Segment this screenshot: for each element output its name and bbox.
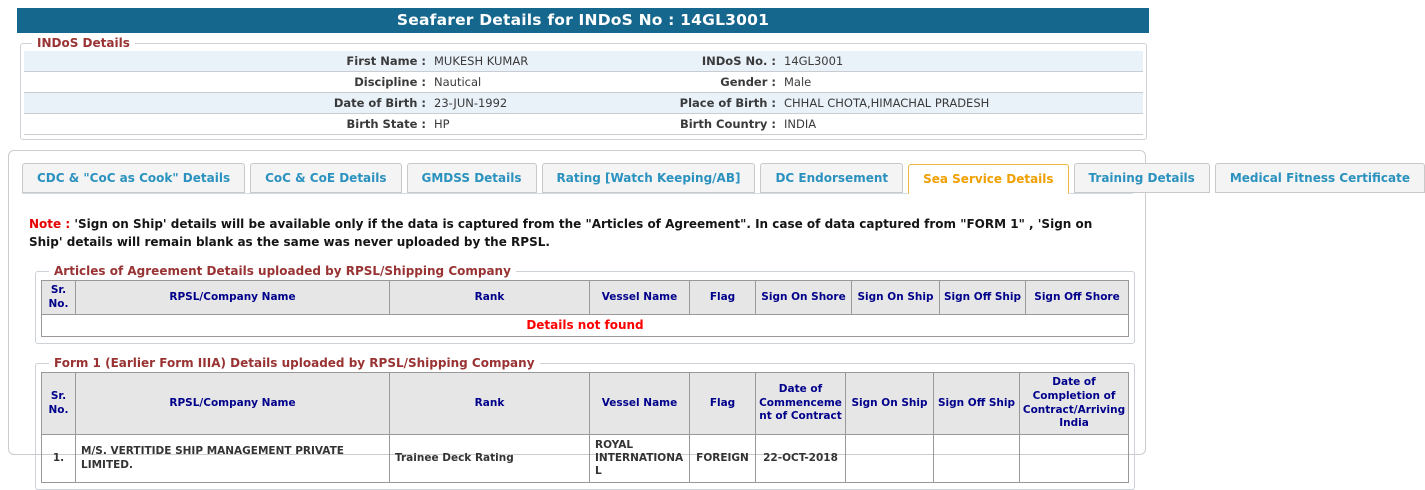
first-name-value: MUKESH KUMAR [434, 54, 529, 68]
birth-state-label: Birth State : [346, 117, 426, 131]
tab-dc-endorsement[interactable]: DC Endorsement [760, 163, 903, 193]
indos-details-section [20, 36, 1147, 140]
indos-row-discipline-gender [24, 72, 1143, 93]
cell-rank: Trainee Deck Rating [390, 434, 590, 482]
form1-table-legend: Form 1 (Earlier Form IIIA) Details uploaded by RPSL/Shipping Company [54, 356, 535, 371]
col-rank: Rank [390, 281, 590, 315]
cell-sign-off-ship [934, 434, 1020, 482]
birth-country-value: INDIA [784, 117, 817, 131]
indos-details-legend: INDoS Details [37, 36, 130, 50]
col-vessel-name: Vessel Name [590, 281, 690, 315]
col-rank: Rank [390, 373, 590, 435]
tab-content-panel [8, 150, 1410, 478]
col-date-of-completion: Date of Completion of Contract/Arriving India [1020, 373, 1129, 435]
birth-state-value: HP [434, 117, 450, 131]
page-title: Seafarer Details for INDoS No : 14GL3001 [396, 11, 770, 29]
discipline-label: Discipline : [354, 75, 426, 89]
place-of-birth-value: CHHAL CHOTA,HIMACHAL PRADESH [784, 96, 990, 110]
col-date-of-commencement: Date of Commencement of Contract [756, 373, 846, 435]
indos-no-value: 14GL3001 [784, 54, 844, 68]
tab-medical-fitness-certificate[interactable]: Medical Fitness Certificate [1215, 163, 1425, 193]
date-of-birth-value: 23-JUN-1992 [434, 96, 508, 110]
col-rpsl-company-name: RPSL/Company Name [76, 373, 390, 435]
form1-header-row [42, 373, 1129, 435]
cell-sign-on-ship [846, 434, 934, 482]
details-not-found-row [42, 315, 1129, 337]
col-flag: Flag [690, 281, 756, 315]
col-sr-no: Sr. No. [42, 373, 76, 435]
articles-table-legend: Articles of Agreement Details uploaded by RPSL/Shipping Company [54, 264, 511, 278]
col-sign-off-shore: Sign Off Shore [1026, 281, 1129, 315]
articles-of-agreement-section [35, 264, 1135, 344]
details-not-found-message: Details not found [42, 315, 1129, 337]
tab-training-details[interactable]: Training Details [1074, 163, 1210, 193]
articles-header-row [42, 281, 1129, 315]
sign-on-ship-note [29, 215, 1121, 251]
col-sign-on-ship: Sign On Ship [852, 281, 940, 315]
cell-vessel: ROYAL INTERNATIONAL [590, 434, 690, 482]
col-sr-no: Sr. No. [42, 281, 76, 315]
col-sign-off-ship: Sign Off Ship [940, 281, 1026, 315]
note-text: 'Sign on Ship' details will be available only if the data is captured from the "Articles of Agreement". In case of data captured from "FORM 1" , 'Sign on Ship' details will remain blank as the same was never uploaded by the RPSL. [29, 217, 1093, 249]
gender-value: Male [784, 75, 812, 89]
tab-rating-watch-keeping-ab[interactable]: Rating [Watch Keeping/AB] [542, 163, 756, 193]
cell-flag: FOREIGN [690, 434, 756, 482]
tab-sea-service-details[interactable]: Sea Service Details [908, 164, 1068, 194]
col-rpsl-company-name: RPSL/Company Name [76, 281, 390, 315]
form1-table [41, 372, 1129, 483]
col-vessel-name: Vessel Name [590, 373, 690, 435]
discipline-value: Nautical [434, 75, 482, 89]
col-sign-on-ship: Sign On Ship [846, 373, 934, 435]
col-flag: Flag [690, 373, 756, 435]
tab-coc-coe-details[interactable]: CoC & CoE Details [250, 163, 401, 193]
tab-strip [22, 163, 1410, 194]
tab-gmdss-details[interactable]: GMDSS Details [407, 163, 537, 193]
tab-cdc-coc-as-cook-details[interactable]: CDC & "CoC as Cook" Details [22, 163, 245, 193]
date-of-birth-label: Date of Birth : [333, 96, 426, 110]
articles-of-agreement-table [41, 280, 1129, 337]
form1-section [35, 356, 1135, 490]
cell-company: M/S. VERTITIDE SHIP MANAGEMENT PRIVATE LIMITED. [76, 434, 390, 482]
page-title-bar [17, 8, 1149, 33]
note-prefix: Note : [29, 217, 71, 231]
col-sign-off-ship: Sign Off Ship [934, 373, 1020, 435]
indos-row-state-country [24, 114, 1143, 135]
cell-completion-date [1020, 434, 1129, 482]
indos-row-birth [24, 93, 1143, 114]
gender-label: Gender : [720, 75, 776, 89]
cell-sr-no: 1. [42, 434, 76, 482]
place-of-birth-label: Place of Birth : [679, 96, 776, 110]
cell-commencement-date: 22-OCT-2018 [756, 434, 846, 482]
first-name-label: First Name : [346, 54, 426, 68]
indos-no-label: INDoS No. : [701, 54, 776, 68]
col-sign-on-shore: Sign On Shore [756, 281, 852, 315]
indos-row-name-number [24, 51, 1143, 72]
form1-data-row [42, 434, 1129, 482]
birth-country-label: Birth Country : [679, 117, 776, 131]
